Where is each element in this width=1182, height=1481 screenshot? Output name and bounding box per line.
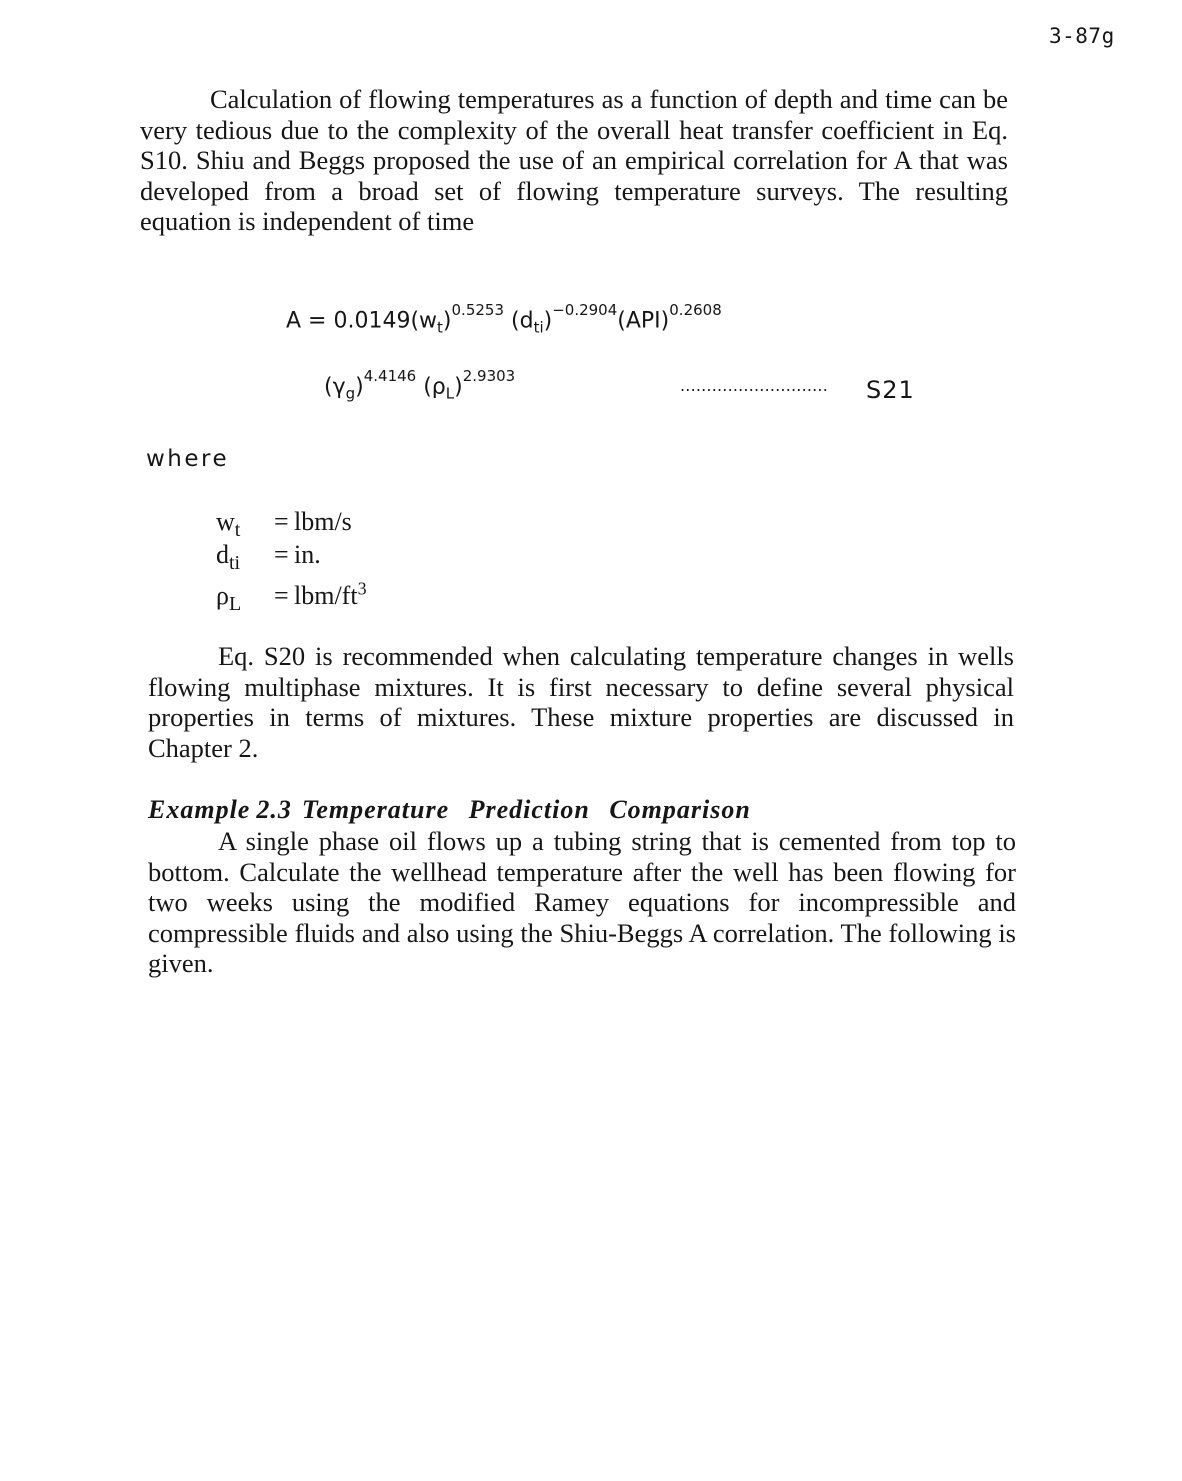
equation-number: S21 bbox=[866, 376, 915, 404]
variable-equals: = bbox=[274, 540, 289, 569]
eq-exp-3: 0.2608 bbox=[669, 301, 722, 319]
example-heading bbox=[148, 795, 751, 825]
intro-paragraph: Calculation of flowing temperatures as a function of depth and time can be very tedious due to the complexity of the overall heat transfer coefficient in Eq. S10. Shiu and Beggs proposed the use of an empirical correlation for A that was developed from a broad set of flowing temperature surveys. The resulting equation is independent of time bbox=[140, 84, 1008, 237]
variable-unit: lbm/$ft^3$ bbox=[294, 578, 367, 610]
eq-term-gamma: (γ bbox=[324, 374, 346, 400]
eq-lhs: A = 0.0149(w bbox=[286, 308, 438, 334]
example-title: Temperature Prediction Comparison bbox=[301, 795, 751, 824]
variable-definition bbox=[216, 540, 321, 575]
example-number: 2.3 bbox=[256, 795, 292, 824]
eq-sub-ti: ti bbox=[533, 318, 544, 337]
example-paragraph: A single phase oil flows up a tubing string that is cemented from top to bottom. Calculate the wellhead temperature after the well has been flowing for two weeks using the modified Ramey equations for incompressible and compressible fluids and also using the Shiu-Beggs A correlation. The following is given. bbox=[148, 826, 1016, 979]
eq-exp-2: −0.2904 bbox=[552, 301, 618, 319]
example-label: Example bbox=[148, 795, 251, 824]
variable-symbol: $w_t$ bbox=[216, 507, 241, 542]
eq-term-rho: (ρ bbox=[416, 374, 446, 400]
multiphase-paragraph: Eq. S20 is recommended when calculating temperature changes in wells flowing multiphase mixtures. It is first necessary to define several physical properties in terms of mixtures. These mixture properties are discussed in Chapter 2. bbox=[148, 641, 1014, 763]
equation-leader-dots: ............................ bbox=[680, 376, 829, 395]
variable-equals: = bbox=[274, 580, 289, 610]
page-number: 3-87g bbox=[1049, 24, 1115, 48]
eq-term-api: (API) bbox=[617, 308, 670, 334]
variable-equals: = bbox=[274, 507, 289, 536]
variable-symbol: $\rho_L$ bbox=[216, 580, 242, 615]
eq-term-dti: (d bbox=[504, 308, 534, 334]
eq-exp-4: 4.4146 bbox=[363, 367, 417, 385]
eq-sub-t: t bbox=[437, 318, 443, 337]
eq-close-1: ) bbox=[442, 308, 452, 334]
eq-close-2: ) bbox=[543, 308, 553, 334]
eq-exp-1: 0.5253 bbox=[451, 301, 505, 319]
variable-unit: lbm/s bbox=[294, 507, 352, 536]
eq-close-3: ) bbox=[355, 374, 364, 400]
variable-unit: in. bbox=[294, 540, 321, 569]
eq-sub-g: g bbox=[345, 384, 356, 403]
variable-symbol: $d_{ti}$ bbox=[216, 540, 241, 575]
eq-sub-L: L bbox=[445, 384, 455, 403]
where-label: where bbox=[146, 446, 230, 472]
variable-definition bbox=[216, 507, 352, 542]
variable-definition bbox=[216, 578, 367, 616]
eq-exp-5: 2.9303 bbox=[462, 367, 516, 385]
eq-close-4: ) bbox=[454, 374, 463, 400]
equation-line-1 bbox=[286, 301, 722, 337]
equation-line-2 bbox=[324, 367, 516, 403]
